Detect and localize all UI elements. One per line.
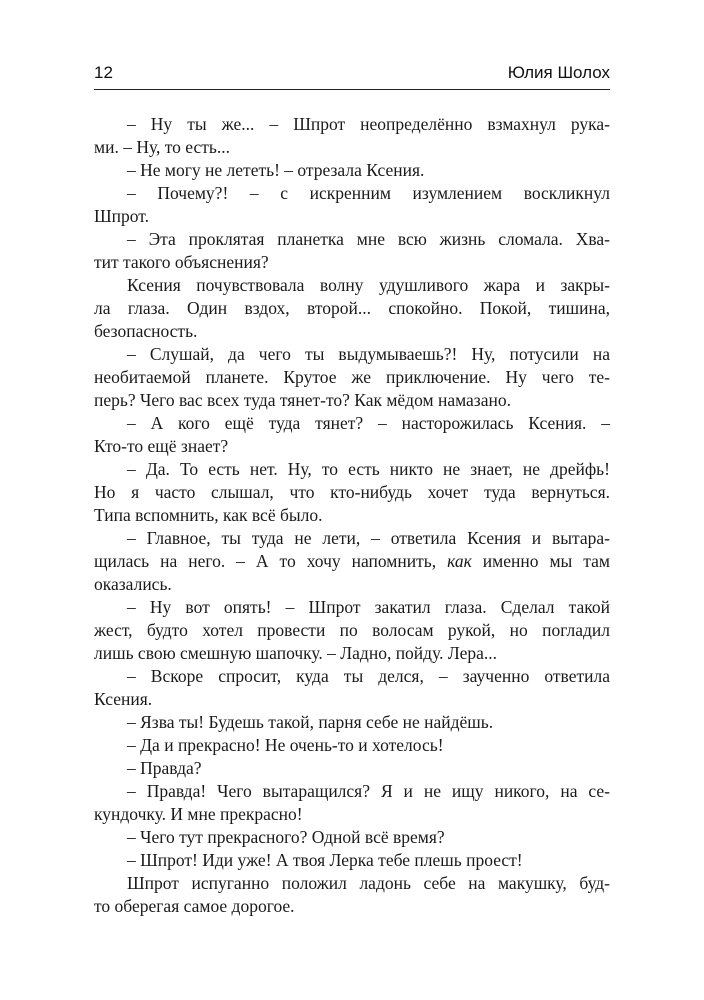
text-line: – Вскоре спросит, куда ты делся, – заученно ответила: [127, 666, 610, 686]
text-line: Типа вспомнить, как всё было.: [94, 505, 323, 525]
text-line: – Чего тут прекрасного? Одной всё время?: [127, 827, 445, 847]
text-line: оказались.: [94, 574, 172, 594]
text-line: ла глаза. Один вздох, второй... спокойно. Покой, тишина,: [94, 298, 610, 318]
author-name: Юлия Шолох: [507, 63, 610, 82]
text-line: – Да. То есть нет. Ну, то есть никто не знает, не дрейфь!: [127, 459, 610, 479]
text-line: лишь свою смешную шапочку. – Ладно, пойду. Лера...: [94, 643, 497, 663]
text-line: – Ну ты же... – Шпрот неопределённо взмахнул рука-: [127, 114, 610, 134]
text-line: тит такого объяснения?: [94, 252, 269, 272]
text-line: – Главное, ты туда не лети, – ответила Ксения и вытара-: [127, 528, 610, 548]
text-line: – Шпрот! Иди уже! А твоя Лерка тебе плешь проест!: [127, 850, 523, 870]
text-line: безопасность.: [94, 321, 198, 341]
text-line: то оберегая самое дорогое.: [94, 896, 295, 916]
text-line: Ксения почувствовала волну удушливого жара и закры-: [127, 275, 610, 295]
text-line: Кто-то ещё знает?: [94, 436, 229, 456]
running-header: [94, 63, 610, 89]
text-line: кундочку. И мне прекрасно!: [94, 804, 303, 824]
text-line: жест, будто хотел провести по волосам рукой, но погладил: [94, 620, 610, 640]
text-line: – Правда! Чего вытаращился? Я и не ищу никого, на се-: [127, 781, 610, 801]
page-number: 12: [94, 63, 113, 82]
text-line: – Язва ты! Будешь такой, парня себе не найдёшь.: [127, 712, 494, 732]
text-line: перь? Чего вас всех туда тянет-то? Как мёдом намазано.: [94, 390, 511, 410]
text-line: необитаемой планете. Крутое же приключение. Ну чего те-: [94, 367, 610, 387]
text-line: – Правда?: [127, 758, 202, 778]
text-line: – Почему?! – с искренним изумлением воскликнул: [127, 183, 610, 203]
text-line: – А кого ещё туда тянет? – насторожилась Ксения. –: [127, 413, 610, 433]
text-line: Шпрот.: [94, 206, 149, 226]
text-line: – Слушай, да чего ты выдумываешь?! Ну, потусили на: [127, 344, 610, 364]
text-line: Но я часто слышал, что кто-нибудь хочет туда вернуться.: [94, 482, 610, 502]
text-line: – Не могу не лететь! – отрезала Ксения.: [127, 160, 425, 180]
text-line: щилась на него. – А то хочу напомнить, как именно мы там: [94, 551, 610, 571]
text-line: Шпрот испуганно положил ладонь себе на макушку, буд-: [127, 873, 610, 893]
body-text: [94, 113, 610, 918]
text-line: Ксения.: [94, 689, 153, 709]
text-line: – Да и прекрасно! Не очень-то и хотелось!: [127, 735, 444, 755]
header-rule: [94, 89, 610, 90]
text-line: – Эта проклятая планетка мне всю жизнь сломала. Хва-: [127, 229, 610, 249]
text-line: ми. – Ну, то есть...: [94, 137, 230, 157]
text-line: – Ну вот опять! – Шпрот закатил глаза. Сделал такой: [127, 597, 610, 617]
